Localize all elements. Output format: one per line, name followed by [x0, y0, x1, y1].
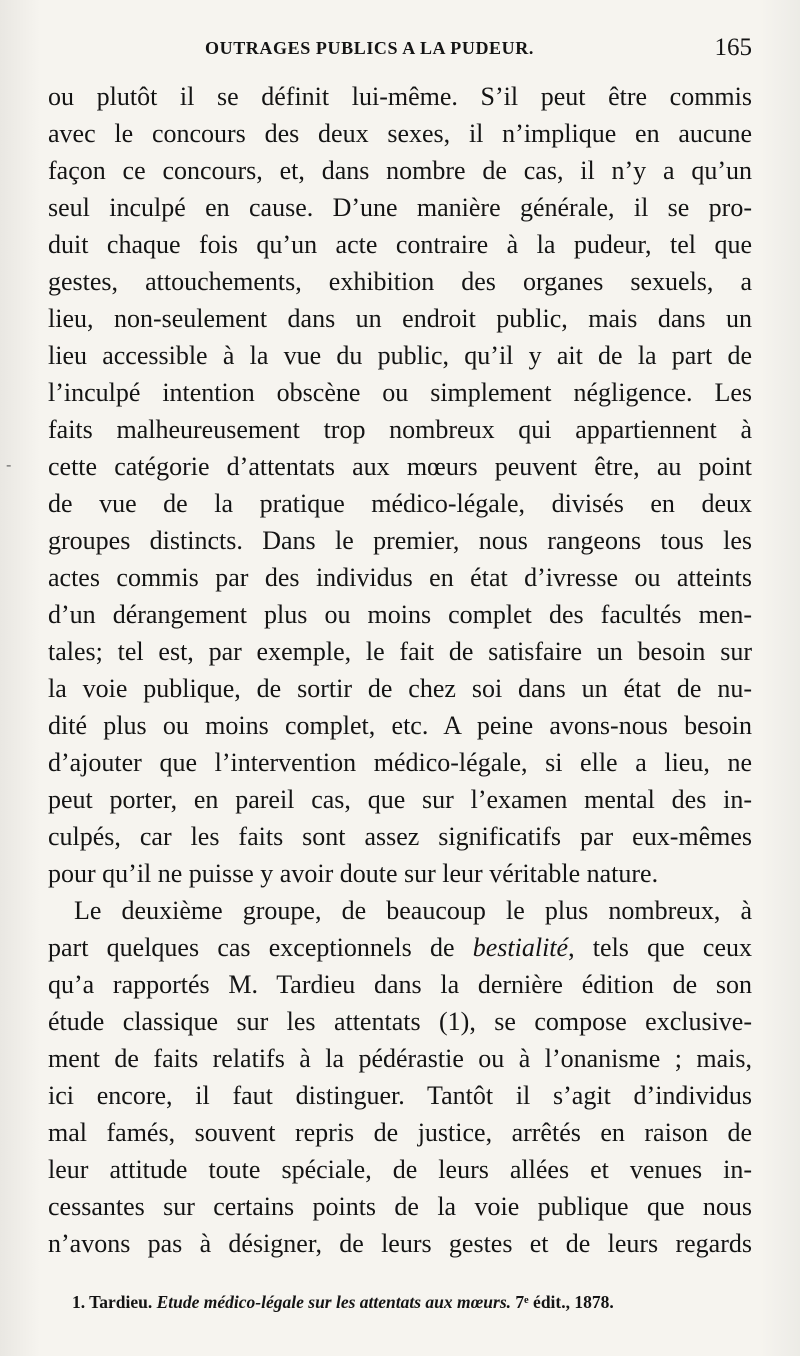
text-line: qu’a rapportés M. Tardieu dans la dernière édition de son: [48, 970, 752, 999]
text-line: duit chaque fois qu’un acte contraire à la pudeur, tel que: [48, 230, 752, 259]
footnote-edition: 7ᵉ édit., 1878.: [515, 1292, 614, 1312]
footnote: [72, 1292, 762, 1313]
text-line: avec le concours des deux sexes, il n’implique en aucune: [48, 119, 752, 148]
page-header: [50, 30, 752, 70]
text-line: part quelques cas exceptionnels de bestialité, tels que ceux: [48, 933, 753, 962]
text-line: lieu, non-seulement dans un endroit public, mais dans un: [48, 304, 752, 333]
text-line: ment de faits relatifs à la pédérastie ou à l’onanisme ; mais,: [48, 1044, 752, 1073]
text-line: peut porter, en pareil cas, que sur l’examen mental des in-: [48, 785, 752, 814]
text-line: d’ajouter que l’intervention médico-légale, si elle a lieu, ne: [48, 748, 752, 777]
text-line: lieu accessible à la vue du public, qu’il y ait de la part de: [48, 341, 752, 370]
text-line: cessantes sur certains points de la voie publique que nous: [48, 1192, 752, 1221]
text-line: ou plutôt il se définit lui-même. S’il peut être commis: [48, 82, 752, 111]
footnote-marker: 1. Tardieu.: [72, 1292, 153, 1312]
text-line: leur attitude toute spéciale, de leurs allées et venues in-: [48, 1155, 752, 1184]
page-number: 165: [714, 34, 752, 61]
text-line: groupes distincts. Dans le premier, nous rangeons tous les: [48, 526, 752, 555]
text-line: dité plus ou moins complet, etc. A peine avons-nous besoin: [48, 711, 752, 740]
text-line: n’avons pas à désigner, de leurs gestes et de leurs regards: [48, 1229, 752, 1258]
footnote-title: Etude médico-légale sur les attentats aux mœurs.: [156, 1292, 512, 1312]
text-line: culpés, car les faits sont assez significatifs par eux-mêmes: [48, 822, 752, 851]
text-line: étude classique sur les attentats (1), se compose exclusive-: [48, 1007, 752, 1036]
text-line: seul inculpé en cause. D’une manière générale, il se pro-: [48, 193, 752, 222]
text-line: pour qu’il ne puisse y avoir doute sur leur véritable nature.: [48, 859, 659, 888]
margin-mark: -: [6, 455, 12, 474]
text-line: de vue de la pratique médico-légale, divisés en deux: [48, 489, 752, 518]
text-line: l’inculpé intention obscène ou simplement négligence. Les: [48, 378, 752, 407]
paragraph-start-line: Le deuxième groupe, de beaucoup le plus nombreux, à: [74, 896, 752, 925]
text-line: actes commis par des individus en état d’ivresse ou atteints: [48, 563, 752, 592]
text-line: ici encore, il faut distinguer. Tantôt il s’agit d’individus: [48, 1081, 752, 1110]
text-line: faits malheureusement trop nombreux qui appartiennent à: [48, 415, 752, 444]
text-line: mal famés, souvent repris de justice, arrêtés en raison de: [48, 1118, 752, 1147]
text-line: façon ce concours, et, dans nombre de cas, il n’y a qu’un: [48, 156, 752, 185]
text-line: cette catégorie d’attentats aux mœurs peuvent être, au point: [48, 452, 752, 481]
text-line: d’un dérangement plus ou moins complet des facultés men-: [48, 600, 752, 629]
text-line: tales; tel est, par exemple, le fait de satisfaire un besoin sur: [48, 637, 752, 666]
text-line: la voie publique, de sortir de chez soi dans un état de nu-: [48, 674, 752, 703]
italic-term: bestialité: [472, 933, 569, 962]
body-text: [48, 78, 752, 1262]
running-head: OUTRAGES PUBLICS A LA PUDEUR.: [205, 38, 534, 58]
text-line: gestes, attouchements, exhibition des organes sexuels, a: [48, 267, 752, 296]
